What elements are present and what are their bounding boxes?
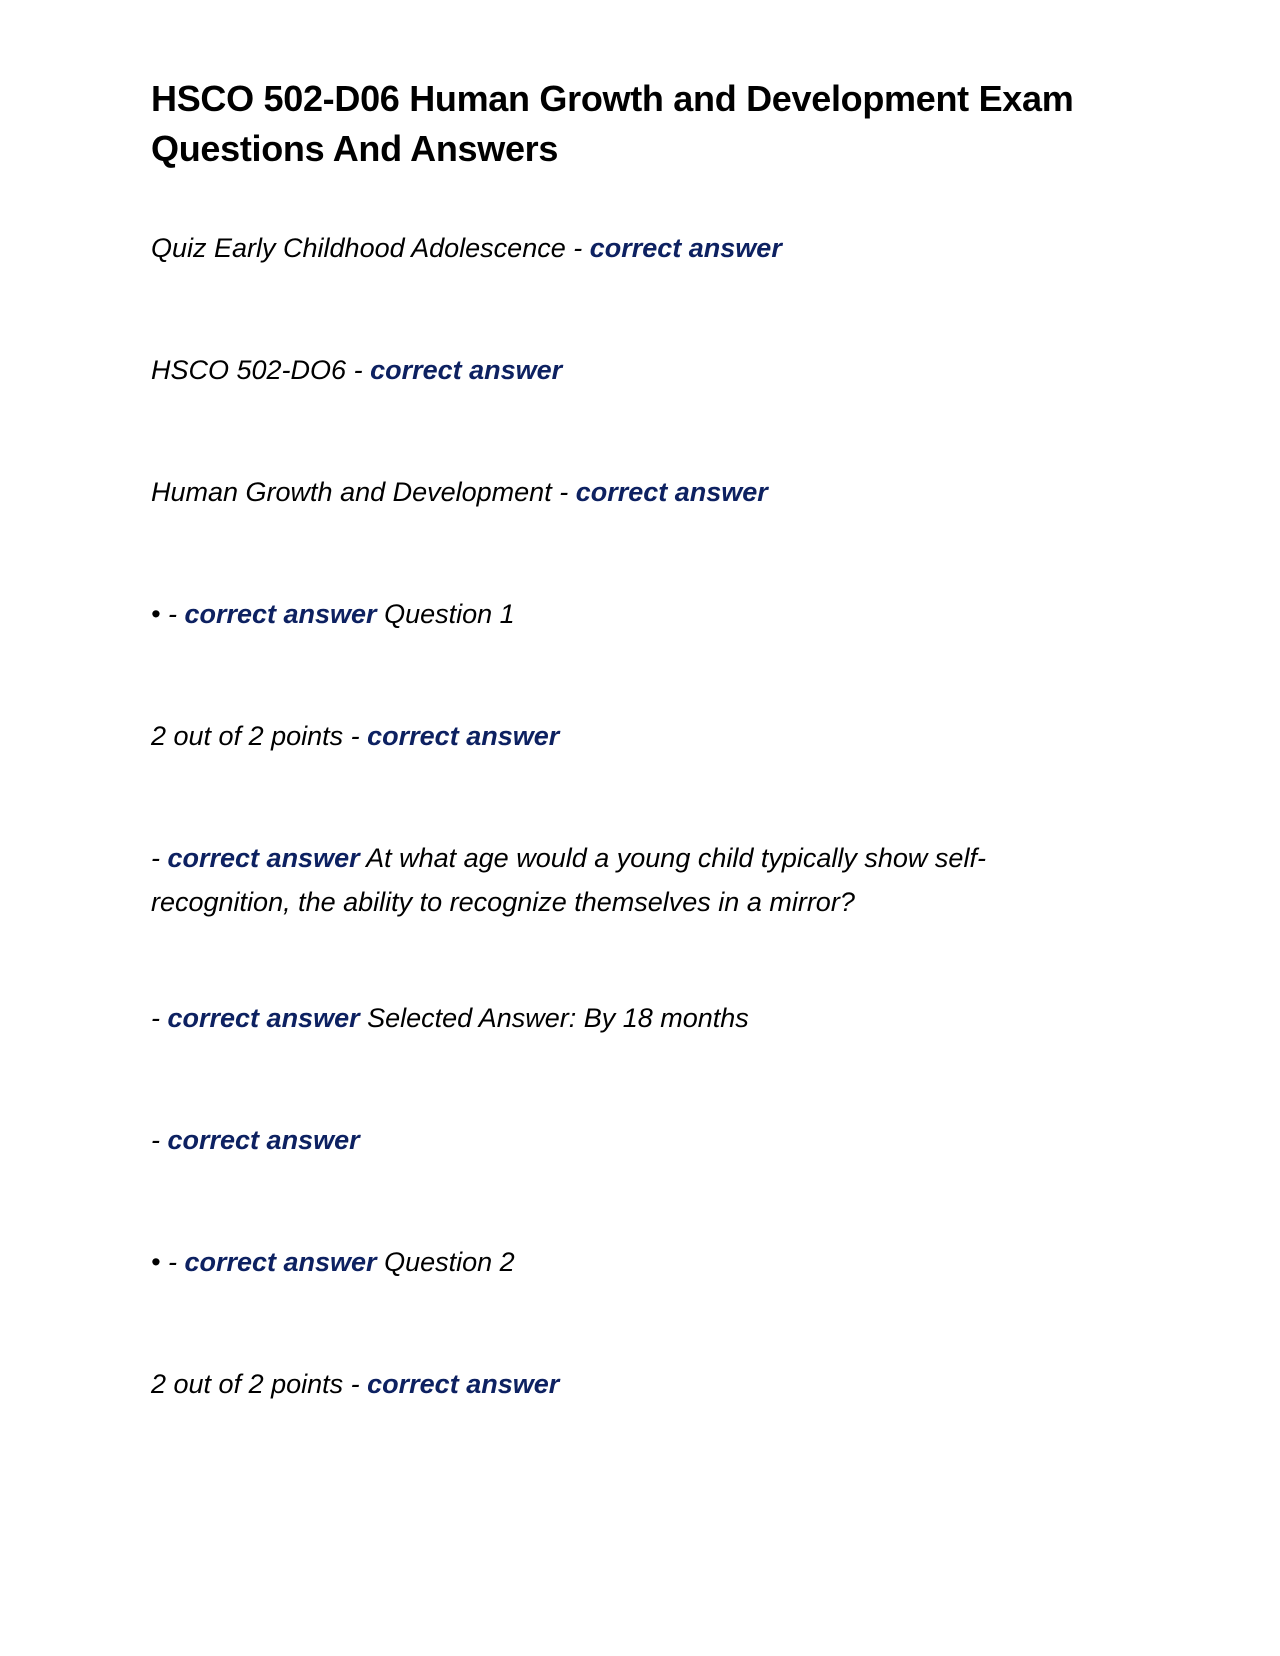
qa-entry — [151, 470, 1111, 514]
qa-entry — [151, 996, 1111, 1040]
entry-text: At what age would a young child typically show self-recognition, the ability to recognize themselves in a mirror? — [151, 843, 986, 917]
answer-label: correct answer — [575, 477, 768, 507]
entry-text: • - — [151, 1247, 185, 1277]
qa-entry — [151, 836, 1111, 924]
entry-text: HSCO 502-DO6 - — [151, 355, 371, 385]
qa-entry — [151, 226, 1111, 270]
answer-label: correct answer — [184, 1247, 377, 1277]
entry-text: Question 2 — [376, 1247, 515, 1277]
qa-entries — [151, 226, 1111, 1406]
qa-entry — [151, 1118, 1111, 1162]
document-page — [151, 74, 1111, 1484]
answer-label: correct answer — [367, 1369, 560, 1399]
answer-label: correct answer — [167, 1125, 360, 1155]
qa-entry — [151, 592, 1111, 636]
qa-entry — [151, 348, 1111, 392]
entry-text: - — [151, 1003, 168, 1033]
answer-label: correct answer — [167, 843, 360, 873]
entry-text: Question 1 — [376, 599, 515, 629]
entry-text: Quiz Early Childhood Adolescence - — [151, 233, 590, 263]
document-title: HSCO 502-D06 Human Growth and Development Exam Questions And Answers — [151, 78, 1074, 169]
answer-label: correct answer — [370, 355, 563, 385]
answer-label: correct answer — [589, 233, 782, 263]
qa-entry — [151, 1362, 1111, 1406]
entry-text: 2 out of 2 points - — [151, 721, 368, 751]
entry-text: Human Growth and Development - — [151, 477, 576, 507]
entry-text: Selected Answer: By 18 months — [359, 1003, 749, 1033]
entry-text: • - — [151, 599, 185, 629]
entry-text: - — [151, 843, 168, 873]
answer-label: correct answer — [184, 599, 377, 629]
qa-entry — [151, 1240, 1111, 1284]
answer-label: correct answer — [367, 721, 560, 751]
qa-entry — [151, 714, 1111, 758]
entry-text: 2 out of 2 points - — [151, 1369, 368, 1399]
entry-text: - — [151, 1125, 168, 1155]
answer-label: correct answer — [167, 1003, 360, 1033]
